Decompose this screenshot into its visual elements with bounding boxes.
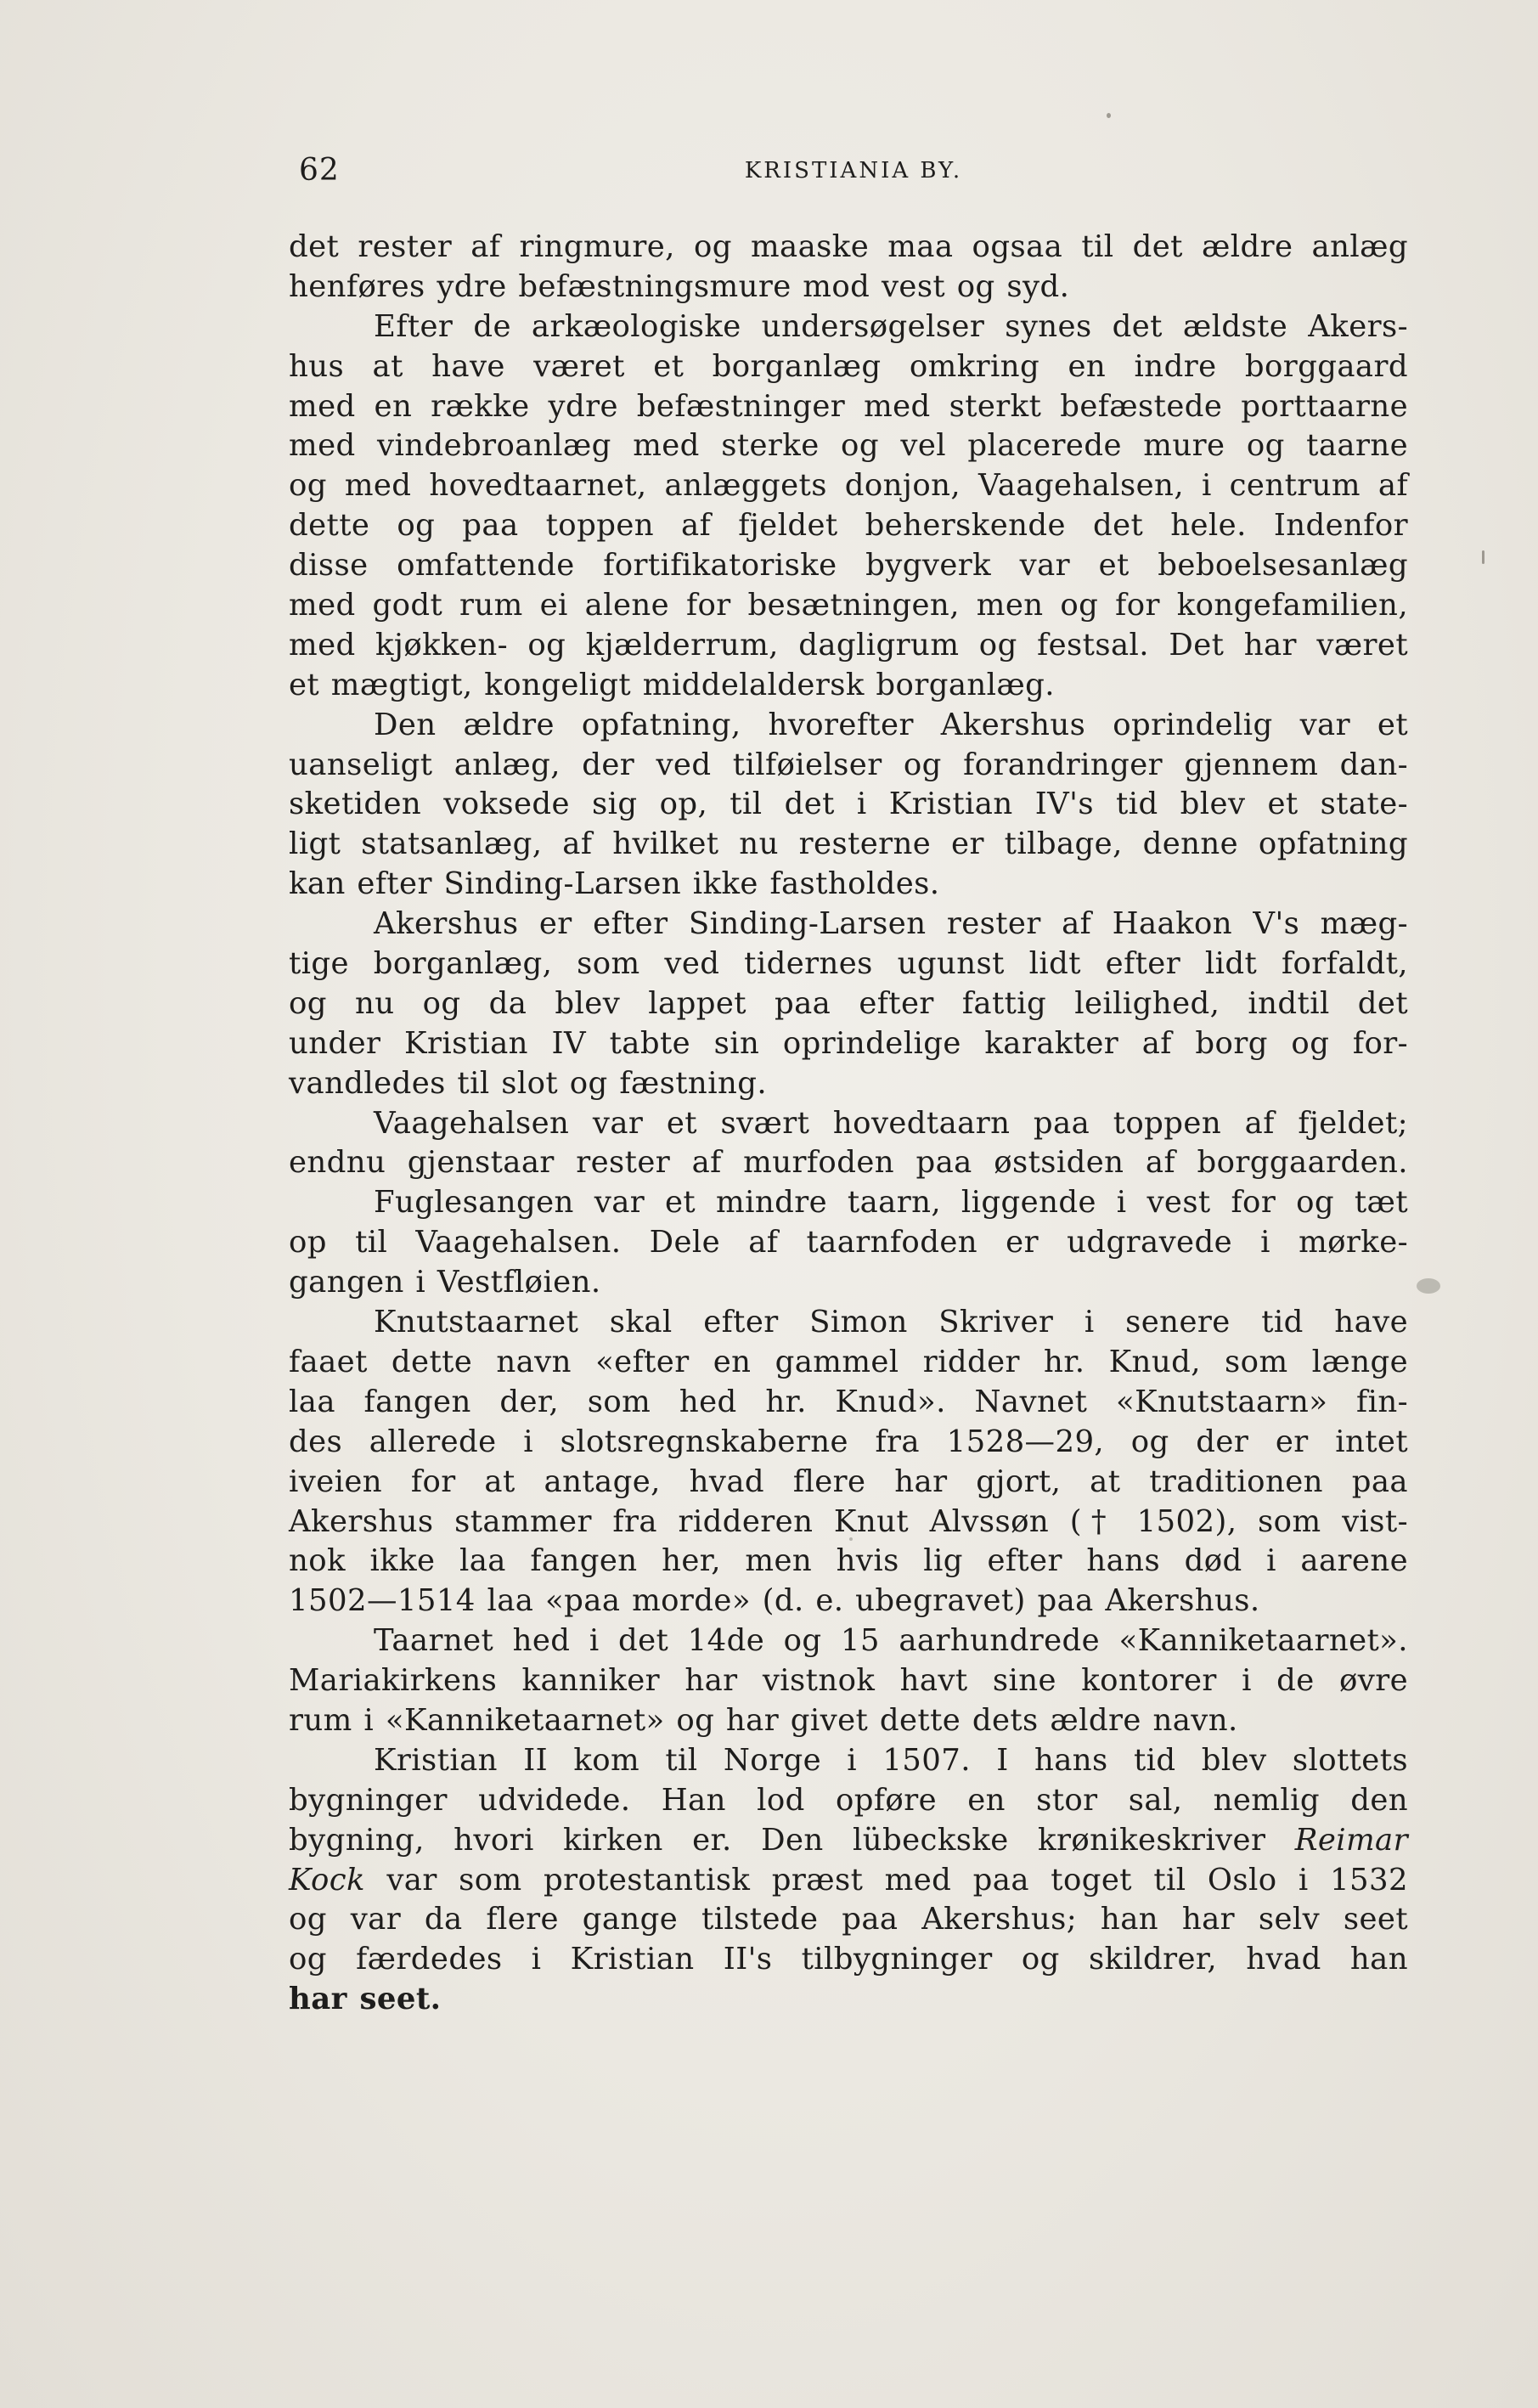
text-line: vandledes til slot og fæstning. bbox=[289, 1065, 768, 1101]
paper-speck bbox=[849, 1537, 853, 1541]
paragraph-start-line: Kristian II kom til Norge i 1507. I hans tid blev slottets bbox=[374, 1742, 1408, 1778]
text-line: og med hovedtaarnet, anlæggets donjon, Vaagehalsen, i centrum af bbox=[289, 468, 1408, 504]
text-line: under Kristian IV tabte sin oprindelige karakter af borg og for- bbox=[289, 1025, 1408, 1061]
bold-fragment: har seet. bbox=[289, 1982, 442, 2017]
paragraph-start-line: Knutstaarnet skal efter Simon Skriver i senere tid have bbox=[374, 1305, 1408, 1340]
text-line: iveien for at antage, hvad flere har gjort, at traditionen paa bbox=[289, 1463, 1408, 1499]
paper-speck bbox=[1417, 1278, 1440, 1294]
text-line: og var da flere gange tilstede paa Akershus; han har selv seet bbox=[289, 1902, 1408, 1937]
text-line: med kjøkken- og kjælderrum, dagligrum og festsal. Det har været bbox=[289, 627, 1408, 663]
text-line: bygninger udvidede. Han lod opføre en stor sal, nemlig den bbox=[289, 1782, 1408, 1818]
text-line: uanseligt anlæg, der ved tilføielser og forandringer gjennem dan- bbox=[289, 747, 1408, 782]
page-number: 62 bbox=[299, 153, 340, 188]
text-line: med godt rum ei alene for besætningen, men og for kongefamilien, bbox=[289, 588, 1408, 623]
text-line: 1502—1514 laa «paa morde» (d. e. ubegravet) paa Akershus. bbox=[289, 1583, 1260, 1619]
text-line-bold bbox=[289, 1980, 1408, 2020]
text-line: henføres ydre befæstningsmure mod vest og syd. bbox=[289, 268, 1070, 304]
text-line: ligt statsanlæg, af hvilket nu resterne er tilbage, denne opfatning bbox=[289, 826, 1408, 862]
text-line: faaet dette navn «efter en gammel ridder hr. Knud, som længe bbox=[289, 1344, 1408, 1379]
text-fragment: var som protestantisk præst med paa toget til Oslo i 1532 bbox=[386, 1862, 1408, 1898]
text-line: dette og paa toppen af fjeldet beherskende det hele. Indenfor bbox=[289, 508, 1408, 544]
text-line: laa fangen der, som hed hr. Knud». Navnet «Knutstaarn» fin- bbox=[289, 1384, 1408, 1419]
text-line: hus at have været et borganlæg omkring en indre borggaard bbox=[289, 348, 1408, 384]
text-line: sketiden voksede sig op, til det i Kristian IV's tid blev et state- bbox=[289, 787, 1408, 822]
text-line: nok ikke laa fangen her, men hvis lig efter hans død i aarene bbox=[289, 1543, 1408, 1579]
text-line: rum i «Kanniketaarnet» og har givet dette dets ældre navn. bbox=[289, 1702, 1238, 1738]
text-line: op til Vaagehalsen. Dele af taarnfoden er udgravede i mørke- bbox=[289, 1225, 1408, 1260]
paper-speck bbox=[1482, 550, 1484, 564]
running-title: KRISTIANIA BY. bbox=[744, 158, 963, 183]
text-line: med en række ydre befæstninger med sterkt befæstede porttaarne bbox=[289, 388, 1408, 424]
text-line-with-name bbox=[289, 1821, 1408, 1861]
text-line: og færdedes i Kristian II's tilbygninger og skildrer, hvad han bbox=[289, 1942, 1408, 1977]
paragraph-start-line: Fuglesangen var et mindre taarn, liggende i vest for og tæt bbox=[374, 1185, 1408, 1221]
text-line: endnu gjenstaar rester af murfoden paa østsiden af borggaarden. bbox=[289, 1145, 1408, 1181]
text-line: Mariakirkens kanniker har vistnok havt sine kontorer i de øvre bbox=[289, 1663, 1408, 1699]
text-line: og nu og da blev lappet paa efter fattig leilighed, indtil det bbox=[289, 985, 1408, 1021]
paragraph-start-line: Taarnet hed i det 14de og 15 aarhundrede «Kanniketaarnet». bbox=[374, 1623, 1408, 1659]
body-text bbox=[289, 228, 1408, 2020]
page-header bbox=[299, 153, 1408, 195]
text-line: kan efter Sinding-Larsen ikke fastholdes. bbox=[289, 866, 940, 902]
italic-name-kock: Kock bbox=[289, 1862, 365, 1898]
paragraph-start-line: Den ældre opfatning, hvorefter Akershus oprindelig var et bbox=[374, 707, 1408, 742]
text-line: tige borganlæg, som ved tidernes ugunst lidt efter lidt forfaldt, bbox=[289, 946, 1408, 982]
text-line: Akershus stammer fra ridderen Knut Alvssøn († 1502), som vist- bbox=[289, 1503, 1408, 1539]
paragraph-start-line: Akershus er efter Sinding-Larsen rester af Haakon V's mæg- bbox=[374, 906, 1408, 942]
text-line: et mægtigt, kongeligt middelaldersk borganlæg. bbox=[289, 667, 1055, 702]
text-line-with-name bbox=[289, 1861, 1408, 1901]
text-line: det rester af ringmure, og maaske maa ogsaa til det ældre anlæg bbox=[289, 229, 1408, 264]
paragraph-start-line: Efter de arkæologiske undersøgelser synes det ældste Akers- bbox=[374, 308, 1408, 344]
italic-name-reimar: Reimar bbox=[1294, 1822, 1408, 1858]
paper-speck bbox=[1107, 113, 1111, 118]
text-line: gangen i Vestfløien. bbox=[289, 1265, 601, 1300]
text-line: disse omfattende fortifikatoriske bygverk var et beboelsesanlæg bbox=[289, 548, 1408, 584]
text-line: des allerede i slotsregnskaberne fra 1528—29, og der er intet bbox=[289, 1424, 1408, 1459]
text-fragment: bygning, hvori kirken er. Den lübeckske krønikeskriver bbox=[289, 1822, 1266, 1858]
text-line: med vindebroanlæg med sterke og vel placerede mure og taarne bbox=[289, 428, 1408, 464]
paragraph-start-line: Vaagehalsen var et svært hovedtaarn paa toppen af fjeldet; bbox=[374, 1105, 1408, 1141]
